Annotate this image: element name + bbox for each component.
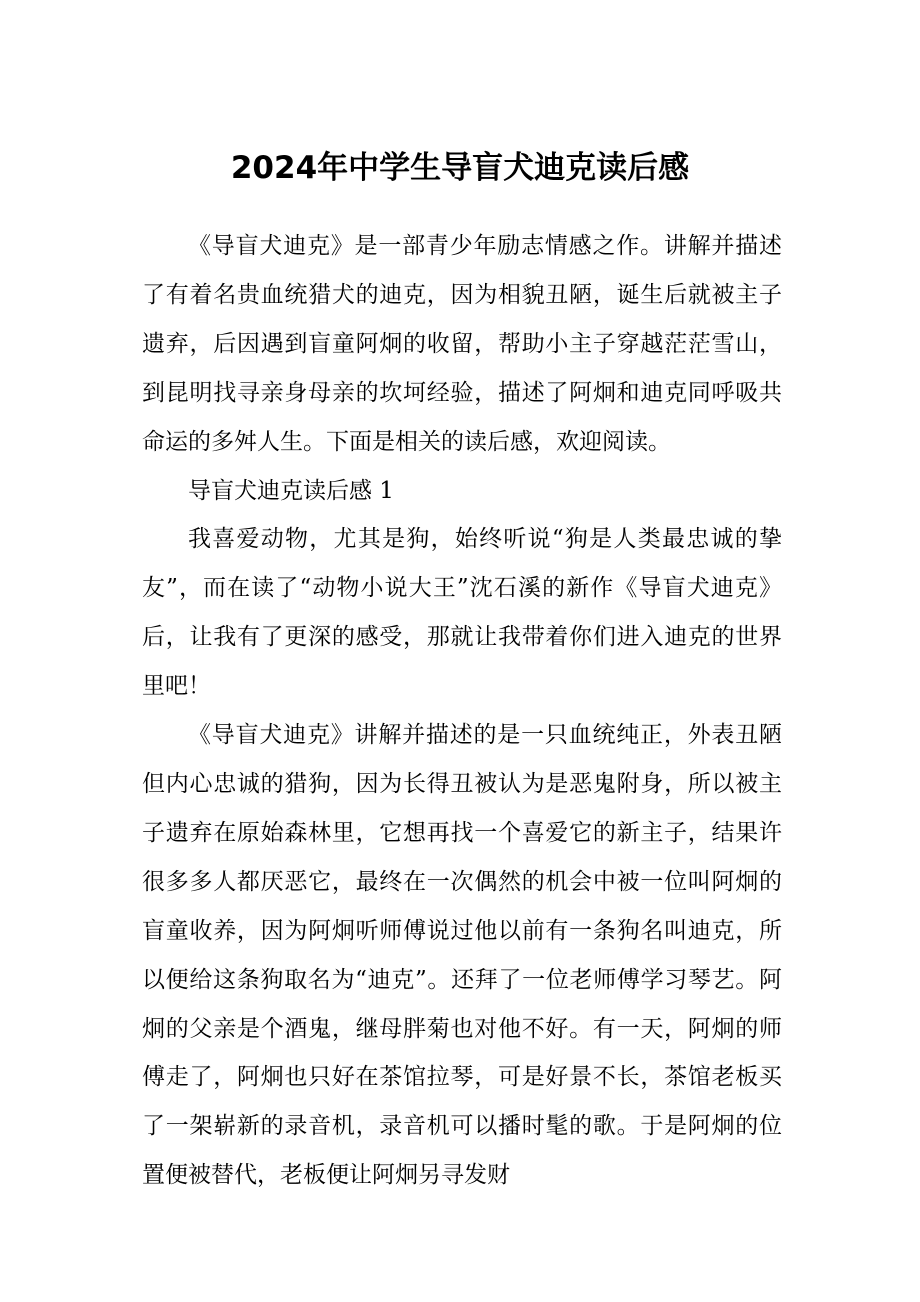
paragraph: 我喜爱动物，尤其是狗，始终听说“狗是人类最忠诚的挚友”，而在读了“动物小说大王”沈石溪的新作《导盲犬迪克》后，让我有了更深的感受，那就让我带着你们进入迪克的世界里吧！ (142, 526, 782, 700)
document-title: 2024年中学生导盲犬迪克读后感 (230, 150, 690, 186)
paragraph: 《导盲犬迪克》讲解并描述的是一只血统纯正，外表丑陋但内心忠诚的猎狗，因为长得丑被认为是恶鬼附身，所以被主子遗弃在原始森林里，它想再找一个喜爱它的新主子，结果许很多多人都厌恶它，最终在一次偶然的机会中被一位叫阿炯的盲童收养，因为阿炯听师傅说过他以前有一条狗名叫迪克，所以便给这条狗取名为“迪克”。还拜了一位老师傅学习琴艺。阿炯的父亲是个酒鬼，继母胖菊也对他不好。有一天，阿炯的师傅走了，阿炯也只好在茶馆拉琴，可是好景不长，茶馆老板买了一架崭新的录音机，录音机可以播时髦的歌。于是阿炯的位置便被替代，老板便让阿炯另寻发财 (142, 722, 782, 1189)
paragraph-intro: 《导盲犬迪克》是一部青少年励志情感之作。讲解并描述了有着名贵血统猎犬的迪克，因为相貌丑陋，诞生后就被主子遗弃，后因遇到盲童阿炯的收留，帮助小主子穿越茫茫雪山，到昆明找寻亲身母亲的坎坷经验，描述了阿炯和迪克同呼吸共命运的多舛人生。下面是相关的读后感，欢迎阅读。 (142, 233, 782, 455)
section-heading: 导盲犬迪克读后感 1 (188, 477, 394, 504)
document-body (142, 222, 782, 1200)
